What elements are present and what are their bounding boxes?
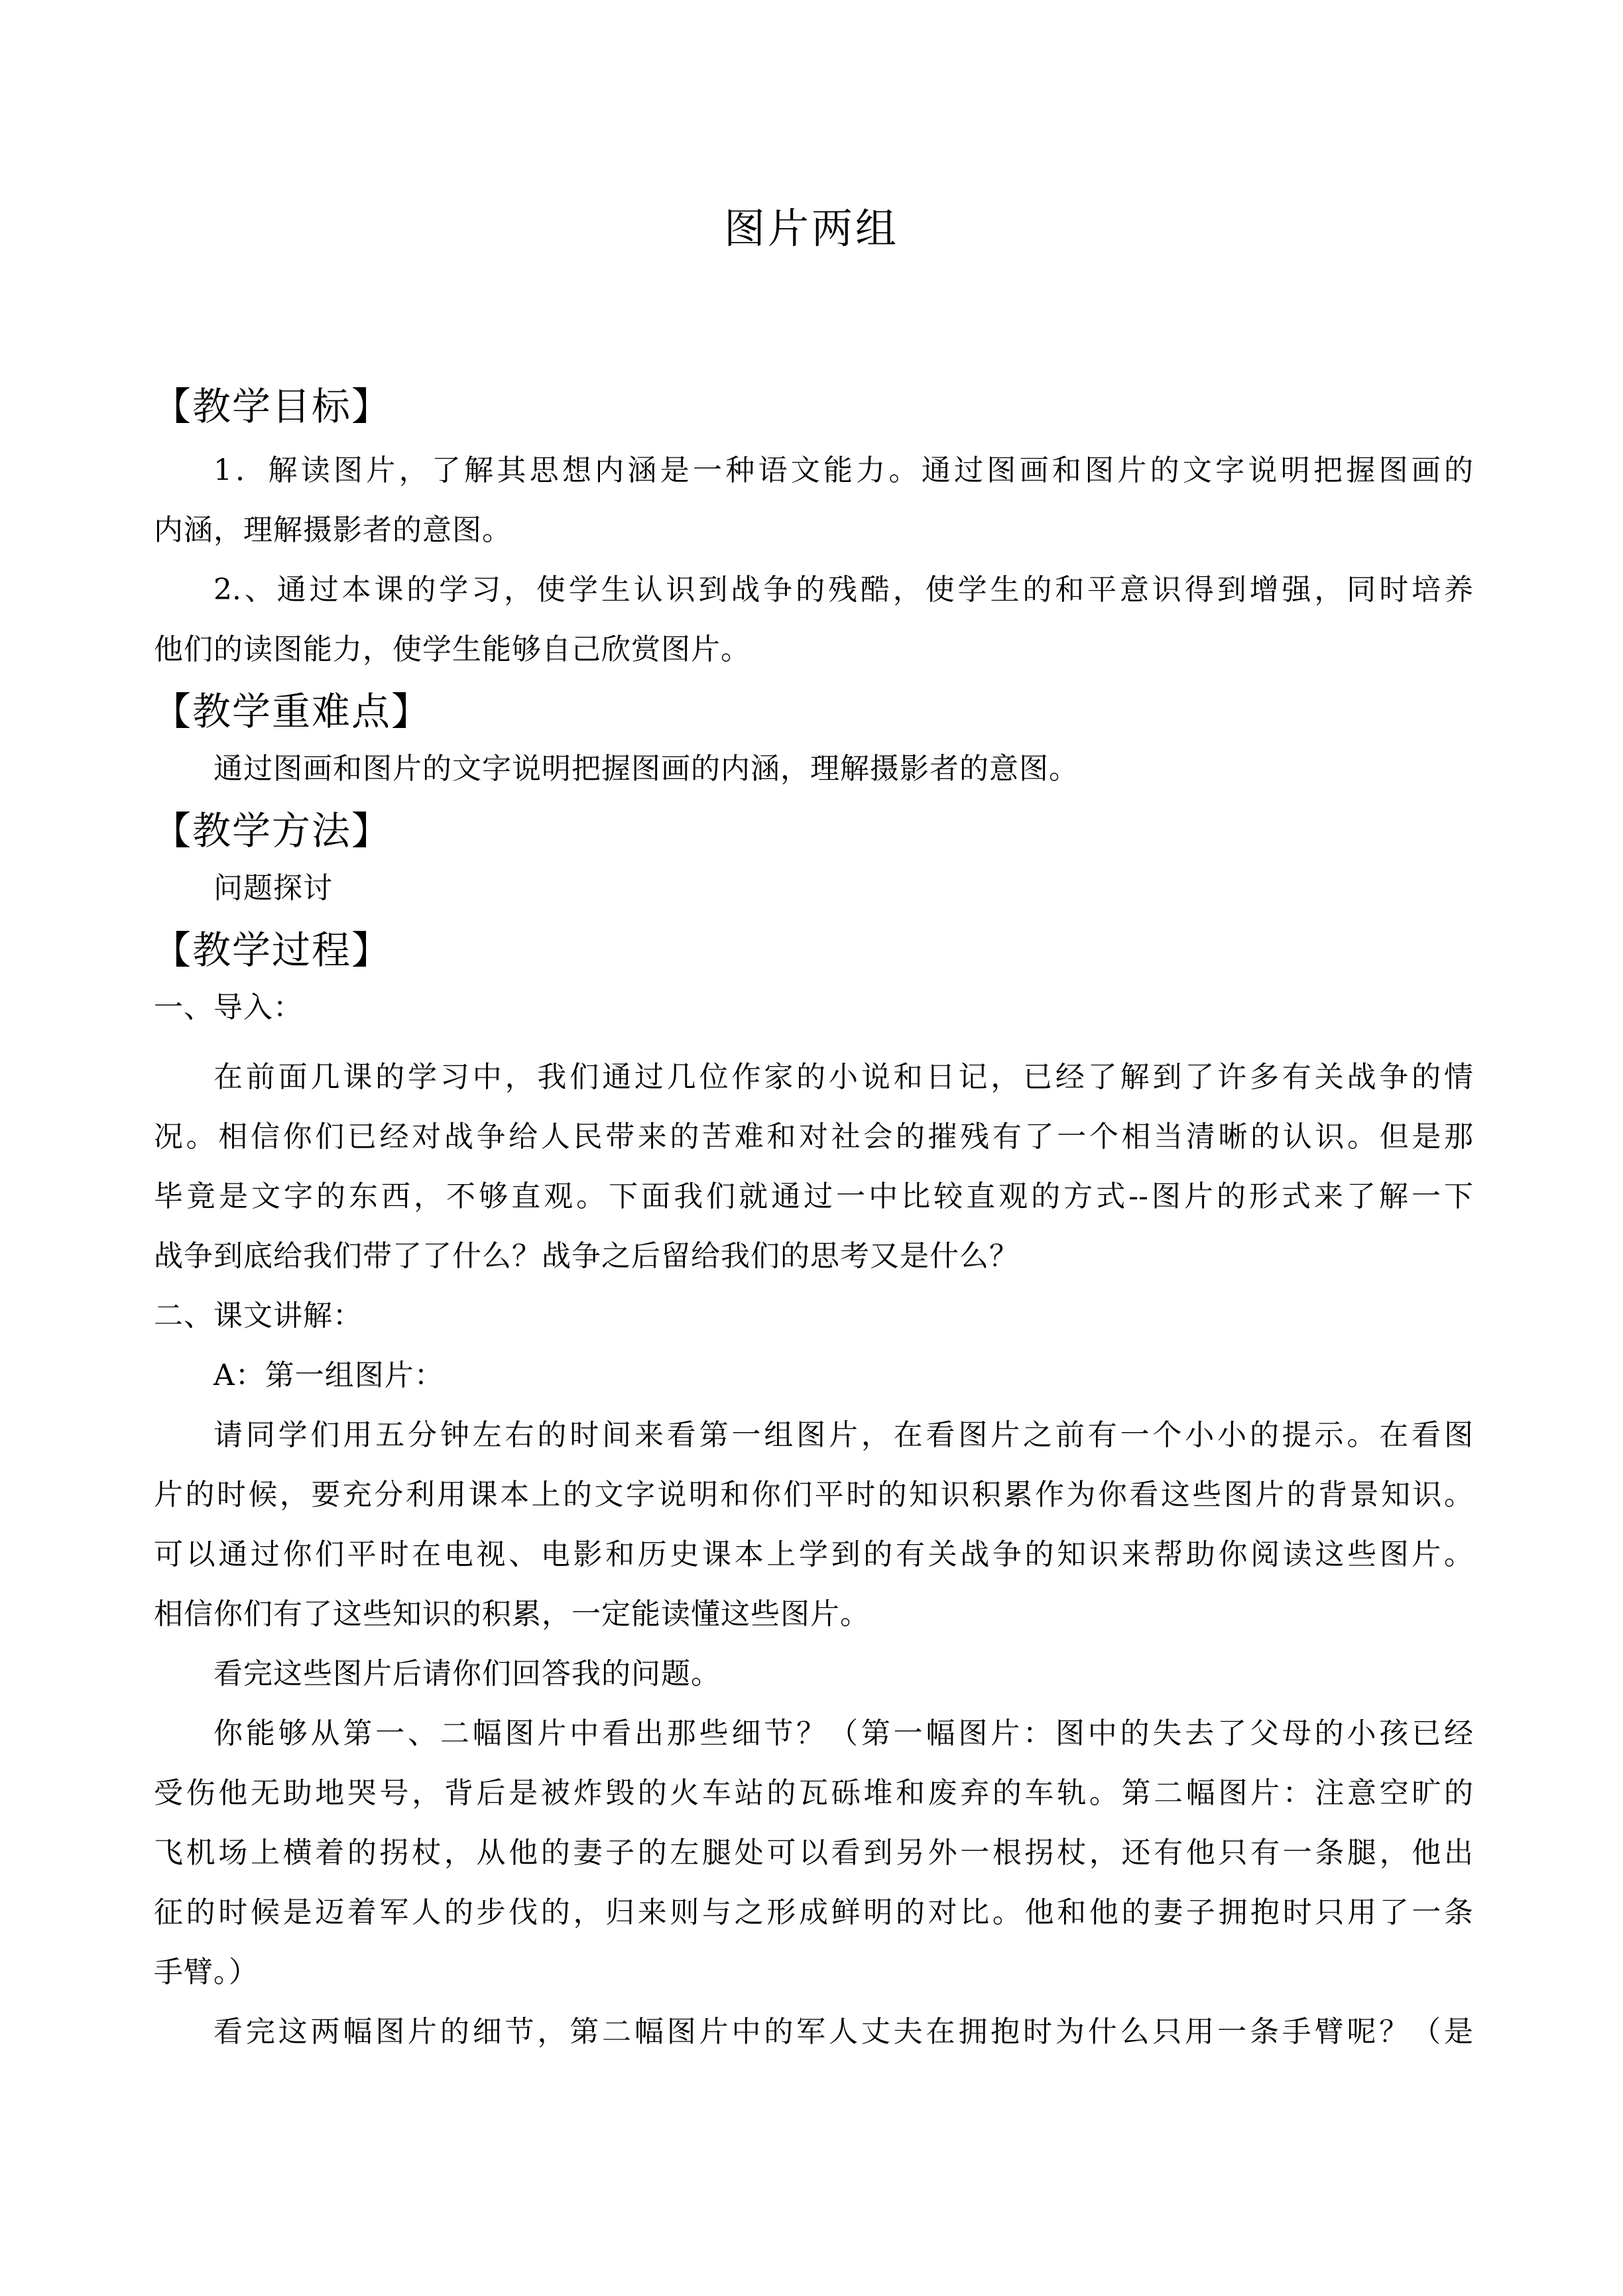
paragraph-line: A：第一组图片： xyxy=(213,1359,444,1392)
paragraph-line: 内涵，理解摄影者的意图。 xyxy=(154,513,512,547)
paragraph-line: 看完这两幅图片的细节，第二幅图片中的军人丈夫在拥抱时为什么只用一条手臂呢？（是 xyxy=(213,2015,1473,2049)
paragraph-line: 一、导入： xyxy=(154,991,303,1024)
paragraph-line: 相信你们有了这些知识的积累，一定能读懂这些图片。 xyxy=(154,1597,870,1631)
paragraph-line: 毕竟是文字的东西，不够直观。下面我们就通过一中比较直观的方式--图片的形式来了解一下 xyxy=(154,1179,1473,1213)
document-title: 图片两组 xyxy=(723,204,899,253)
paragraph-line: 通过图画和图片的文字说明把握图画的内涵，理解摄影者的意图。 xyxy=(213,752,1079,786)
paragraph-line: 二、课文讲解： xyxy=(154,1299,363,1333)
paragraph-line: 他们的读图能力，使学生能够自己欣赏图片。 xyxy=(154,633,751,666)
paragraph-line: 你能够从第一、二幅图片中看出那些细节？（第一幅图片：图中的失去了父母的小孩已经 xyxy=(213,1717,1473,1750)
section-heading-process: 【教学过程】 xyxy=(152,928,392,973)
paragraph-line: 手臂。） xyxy=(154,1955,259,1989)
paragraph-line: 战争到底给我们带了了什么？战争之后留给我们的思考又是什么？ xyxy=(154,1239,1019,1273)
paragraph-line: 看完这些图片后请你们回答我的问题。 xyxy=(213,1657,721,1691)
paragraph-line: 1．解读图片，了解其思想内涵是一种语文能力。通过图画和图片的文字说明把握图画的 xyxy=(213,453,1473,487)
paragraph-line: 况。相信你们已经对战争给人民带来的苦难和对社会的摧残有了一个相当清晰的认识。但是那 xyxy=(154,1120,1473,1154)
paragraph-line: 2.、通过本课的学习，使学生认识到战争的残酷，使学生的和平意识得到增强，同时培养 xyxy=(213,573,1473,607)
section-heading-key-points: 【教学重难点】 xyxy=(152,689,432,734)
section-heading-methods: 【教学方法】 xyxy=(152,808,392,853)
paragraph-line: 受伤他无助地哭号，背后是被炸毁的火车站的瓦砾堆和废弃的车轨。第二幅图片：注意空旷的 xyxy=(154,1776,1473,1810)
paragraph-line: 可以通过你们平时在电视、电影和历史课本上学到的有关战争的知识来帮助你阅读这些图片。 xyxy=(154,1538,1473,1571)
paragraph-line: 飞机场上横着的拐杖，从他的妻子的左腿处可以看到另外一根拐杖，还有他只有一条腿，他出 xyxy=(154,1836,1473,1870)
section-heading-objectives: 【教学目标】 xyxy=(152,384,392,429)
paragraph-line: 征的时候是迈着军人的步伐的，归来则与之形成鲜明的对比。他和他的妻子拥抱时只用了一条 xyxy=(154,1896,1473,1929)
paragraph-line: 问题探讨 xyxy=(213,871,333,905)
paragraph-line: 片的时候，要充分利用课本上的文字说明和你们平时的知识积累作为你看这些图片的背景知识。 xyxy=(154,1478,1473,1512)
paragraph-line: 在前面几课的学习中，我们通过几位作家的小说和日记，已经了解到了许多有关战争的情 xyxy=(213,1060,1473,1094)
paragraph-line: 请同学们用五分钟左右的时间来看第一组图片，在看图片之前有一个小小的提示。在看图 xyxy=(213,1418,1473,1452)
